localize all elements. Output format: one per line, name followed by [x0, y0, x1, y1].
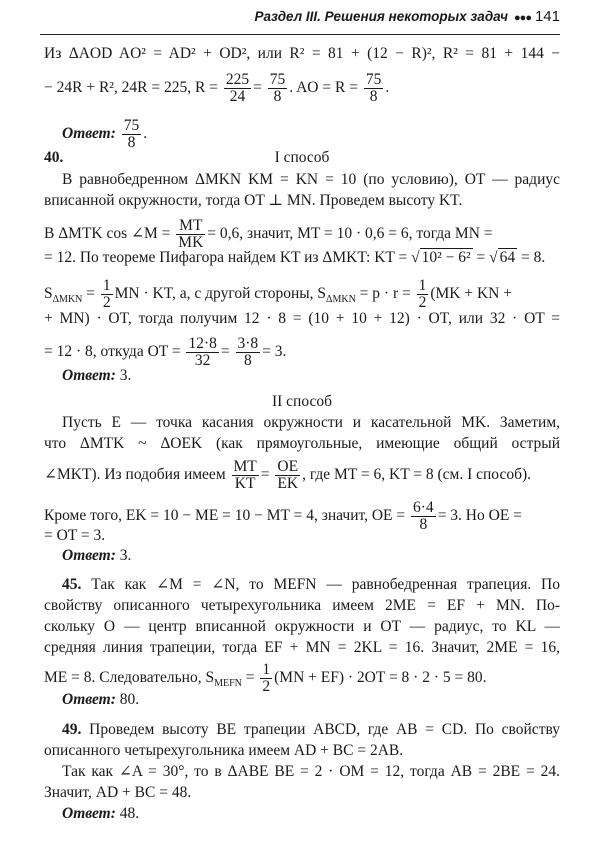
text-line: = 12. По теореме Пифагора найдем KT из ΔMKT: KT = √ 10² − 6² = √ 64 = 8. [44, 249, 546, 266]
fraction: $\frac{12\cdot 8}{32}$ [188, 335, 217, 369]
text-line: ∠MKT). Из подобия имеем $\frac{MT}{KT}$ = $\frac{OE}{EK}$ , где MT = 6, KT = 8 (см. I способ). [44, 458, 531, 492]
fraction: $\frac{1}{2}$ [262, 661, 271, 695]
text-line: Значит, AD + BC = 48. [44, 784, 192, 801]
text-line: В ΔMTK cos ∠M = $\frac{MT}{MK}$ = 0,6, значит, MT = 10 · 0,6 = 6, тогда MN = [44, 217, 493, 251]
text-line: 45. Так как ∠M = ∠N, то MEFN — равнобедренная трапеция. По [62, 576, 560, 593]
text-line: $S_{\Delta MKN}$ = $\frac{1}{2}$ MN · KT, а, с другой стороны, $S_{\Delta MKN} = p \cdot r$ = $\frac{1}{2}$ (MK + KN + [44, 277, 512, 311]
problem-number: 49. [62, 721, 82, 738]
page-number: 141 [534, 8, 560, 25]
fraction: $\frac{MT}{KT}$ [233, 458, 257, 492]
text-line: свойству описанного четырехугольника имеем 2ME = EF + MN. По- [44, 597, 560, 614]
text-line: В равнобедренном ΔMKN KM = KN = 10 (по условию), OT — радиус [62, 171, 560, 188]
text-line: Из ΔAOD AO² = AD² + OD², или R² = 81 + (12 − R)², R² = 81 + 144 − [44, 45, 560, 62]
text-line: средняя линия трапеции, тогда EF + MN = 2KL = 16. Значит, 2ME = 16, [44, 639, 560, 656]
text-line: = OT = 3. [44, 527, 106, 544]
text-line: 49. Проведем высоту BE трапеции ABCD, где AB = CD. По свойству [62, 721, 561, 738]
problem-number: 45. [62, 576, 82, 593]
text-line: скольку O — центр вписанной окружности и OT — радиус, то KL — [44, 618, 560, 635]
answer-line: Ответ: 48. [62, 805, 140, 822]
text-line: вписанной окружности, тогда OT ⊥ MN. Проведем высоту KT. [44, 192, 463, 209]
text-line: Кроме того, EK = 10 − ME = 10 − MT = 4, значит, OE = $\frac{6\cdot 4}{8}$ = 3. Но OE = [44, 499, 522, 533]
fraction: $\frac{1}{2}$ [102, 277, 111, 311]
text-line: = 12 · 8, откуда OT = $\frac{12\cdot 8}{32}$ = $\frac{3\cdot 8}{8}$ = 3. [44, 335, 287, 369]
answer-line: Ответ: 80. [62, 691, 140, 708]
fraction: $\frac{75}{8}$ [365, 71, 382, 105]
fraction: $\frac{MT}{MK}$ [178, 217, 204, 251]
page-header [40, 8, 560, 35]
fraction: $\frac{OE}{EK}$ [277, 458, 299, 492]
text-line: Так как ∠A = 30°, то в ΔABE BE = 2 · OM = 12, тогда AB = 2BE = 24. [62, 763, 560, 780]
fraction: $\frac{3\cdot 8}{8}$ [237, 335, 259, 369]
fraction: $\frac{75}{8}$ [269, 71, 286, 105]
method-title: I способ [274, 149, 330, 166]
answer-line: Ответ: $\frac{75}{8}$ . [62, 117, 148, 151]
section-title: Раздел III. Решения некоторых задач [254, 9, 509, 24]
fraction: $\frac{1}{2}$ [418, 277, 427, 311]
problem-number: 40. [44, 149, 64, 166]
text-line: описанного четырехугольника имеем AD + BC = 2AB. [44, 742, 404, 759]
fraction: $\frac{6\cdot 4}{8}$ [413, 499, 434, 533]
fraction: $\frac{75}{8}$ [123, 117, 140, 151]
text-line: − 24R + R², 24R = 225, R = $\frac{225}{24}$ = $\frac{75}{8}$ . AO = R = $\frac{75}{8}$ . [44, 71, 390, 105]
method-title: II способ [271, 393, 333, 410]
header-dots: ●●● [514, 12, 531, 24]
text-line: + MN) · OT, тогда получим 12 · 8 = (10 + 10 + 12) · OT, или 32 · OT = [44, 310, 560, 327]
text-line: что ΔMTK ~ ΔOEK (как прямоугольные, имеющие общий острый [44, 435, 560, 452]
text-line: Пусть E — точка касания окружности и касательной MK. Заметим, [62, 414, 560, 431]
problem-heading [44, 148, 560, 168]
fraction: $\frac{225}{24}$ [225, 71, 250, 105]
text-line: ME = 8. Следовательно, $S_{MEFN}$ = $\frac{1}{2}$ (MN + EF) · 2OT = 8 · 2 · 5 = 80. [44, 661, 487, 695]
answer-line: Ответ: 3. [62, 367, 132, 384]
answer-line: Ответ: 3. [62, 547, 132, 564]
